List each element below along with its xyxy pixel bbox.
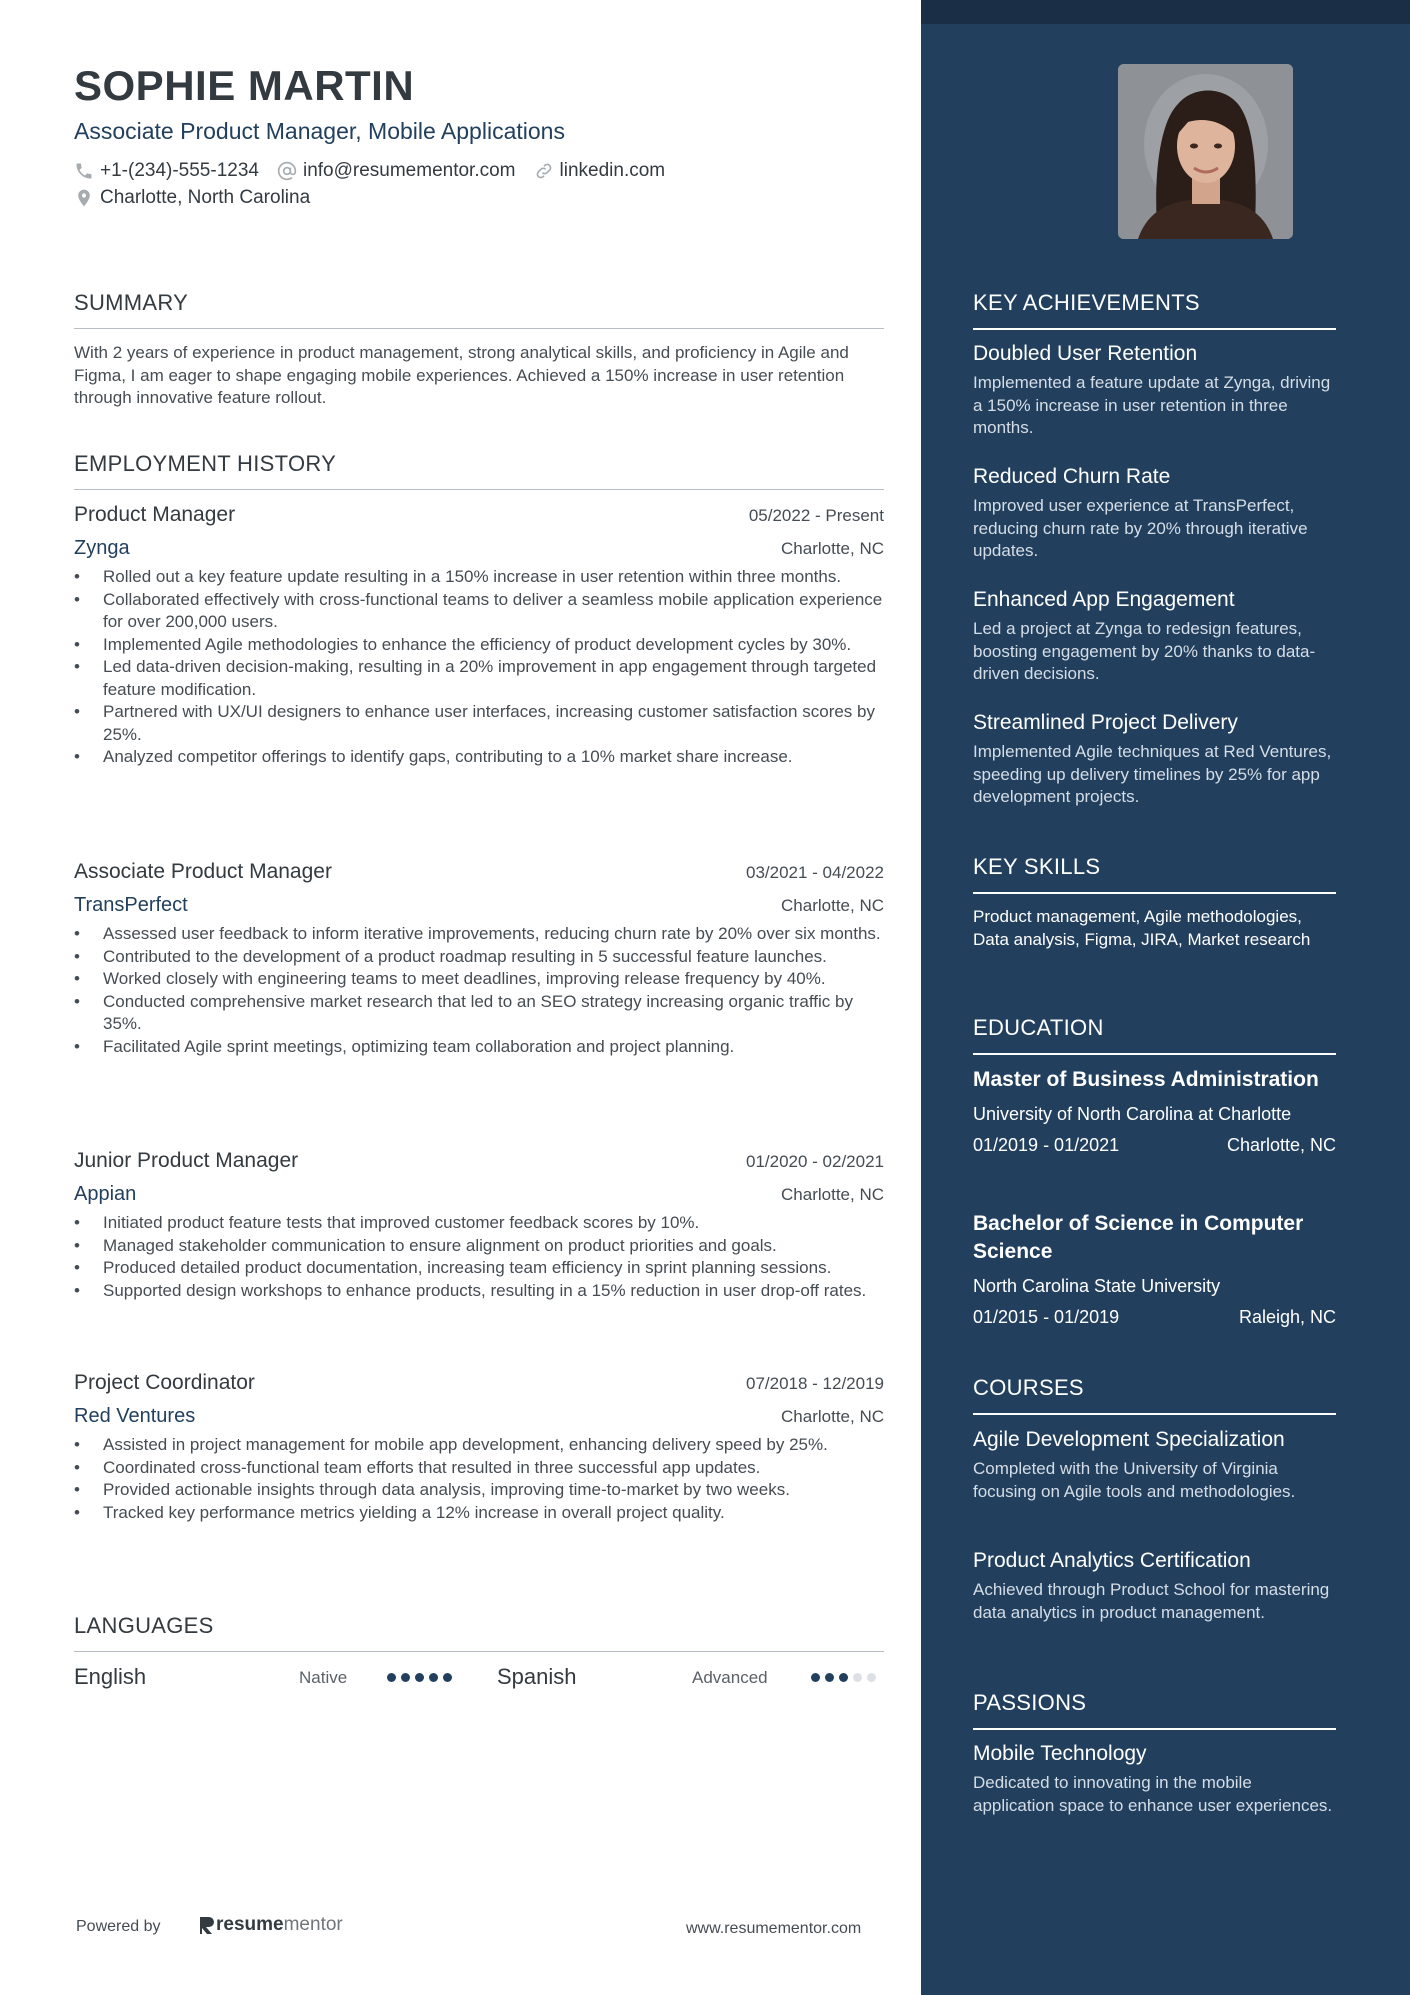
link-icon: [534, 161, 554, 181]
education-location: Raleigh, NC: [1238, 1307, 1336, 1327]
skills-text: Product management, Agile methodologies, Data analysis, Figma, JIRA, Market research: [973, 907, 1311, 949]
rating-dot: [387, 1673, 396, 1682]
education-heading: EDUCATION: [973, 1015, 1336, 1055]
phone-icon: [74, 161, 94, 181]
job-bullet: • Worked closely with engineering teams to meet deadlines, improving release frequency by 40%.: [74, 968, 884, 991]
course-item: [973, 1548, 1336, 1624]
summary-heading: SUMMARY: [74, 290, 884, 329]
job-location: Charlotte, NC: [781, 1185, 884, 1204]
rating-dot: [443, 1673, 452, 1682]
rating-dot: [853, 1673, 862, 1682]
job-title: Project Coordinator: [74, 1371, 255, 1394]
job-location: Charlotte, NC: [781, 1407, 884, 1426]
job-location: Charlotte, NC: [781, 539, 884, 558]
job-bullets: [74, 566, 884, 769]
job-bullet: • Facilitated Agile sprint meetings, optimizing team collaboration and project planning.: [74, 1036, 884, 1059]
job-bullet: • Contributed to the development of a product roadmap resulting in 5 successful feature launches.: [74, 946, 884, 969]
achievement-title: Streamlined Project Delivery: [973, 711, 1238, 734]
language-rating: [387, 1673, 457, 1682]
education-item: [973, 1066, 1336, 1156]
summary-text: With 2 years of experience in product management, strong analytical skills, and proficiency in Agile and Figma, I am eager to shape engaging mobile experiences. Achieved a 150% increase in user retention through innovative feature rollout.: [74, 343, 849, 407]
course-text: Achieved through Product School for mastering data analytics in product management.: [973, 1580, 1330, 1622]
job-bullets: [74, 1212, 884, 1302]
degree-title: Master of Business Administration: [973, 1068, 1319, 1091]
phone-text[interactable]: +1-(234)-555-1234: [100, 160, 259, 181]
education-dates: 01/2019 - 01/2021: [973, 1135, 1120, 1155]
job-bullet: • Rolled out a key feature update resulting in a 150% increase in user retention within three months.: [74, 566, 884, 589]
job-bullet: • Assisted in project management for mobile app development, enhancing delivery speed by 25%.: [74, 1434, 884, 1457]
logo-text-light: mentor: [283, 1914, 343, 1935]
achievement-text: Implemented a feature update at Zynga, driving a 150% increase in user retention in three months.: [973, 373, 1331, 437]
candidate-title: Associate Product Manager, Mobile Applications: [74, 118, 565, 144]
location-text: Charlotte, North Carolina: [100, 187, 311, 208]
achievement-title: Doubled User Retention: [973, 342, 1198, 365]
course-title: Product Analytics Certification: [973, 1549, 1251, 1572]
email-contact: [277, 160, 516, 182]
profile-photo: [1118, 64, 1293, 239]
job-company: TransPerfect: [74, 894, 188, 916]
education-location: Charlotte, NC: [1226, 1135, 1336, 1155]
passion-item: [973, 1741, 1336, 1817]
rating-dot: [867, 1673, 876, 1682]
logo-mark-icon: [198, 1915, 216, 1935]
job-bullet: • Led data-driven decision-making, resulting in a 20% improvement in app engagement through targeted feature modification.: [74, 656, 884, 701]
location-contact: [74, 187, 310, 209]
sidebar-column: [921, 0, 1410, 1995]
achievement-text: Implemented Agile techniques at Red Ventures, speeding up delivery timelines by 25% for app development projects.: [973, 742, 1332, 806]
achievement-item: [973, 710, 1336, 809]
passions-heading: PASSIONS: [973, 1690, 1336, 1730]
linkedin-contact: [534, 160, 666, 182]
job-entry: [74, 1371, 884, 1524]
portrait-illustration: [1118, 64, 1293, 239]
sidebar-top-band: [921, 0, 1410, 24]
achievement-title: Reduced Churn Rate: [973, 465, 1171, 488]
job-bullet: • Managed stakeholder communication to ensure alignment on product priorities and goals.: [74, 1235, 884, 1258]
job-bullet: • Initiated product feature tests that improved customer feedback scores by 10%.: [74, 1212, 884, 1235]
skills-heading: KEY SKILLS: [973, 854, 1336, 894]
job-bullet: • Assessed user feedback to inform iterative improvements, reducing churn rate by 20% over six months.: [74, 923, 884, 946]
rating-dot: [415, 1673, 424, 1682]
job-dates: 05/2022 - Present: [748, 506, 884, 525]
job-company: Appian: [74, 1183, 137, 1205]
achievement-text: Improved user experience at TransPerfect, reducing churn rate by 20% through iterative updates.: [973, 496, 1308, 560]
job-title: Junior Product Manager: [74, 1149, 299, 1172]
language-level: Native: [299, 1668, 348, 1687]
course-item: [973, 1427, 1336, 1503]
rating-dot: [811, 1673, 820, 1682]
school-name: University of North Carolina at Charlotte: [973, 1104, 1292, 1124]
language-name: Spanish: [497, 1664, 577, 1689]
achievement-item: [973, 587, 1336, 686]
email-text[interactable]: info@resumementor.com: [302, 160, 516, 181]
job-location: Charlotte, NC: [781, 896, 884, 915]
education-dates: 01/2015 - 01/2019: [973, 1307, 1120, 1327]
location-pin-icon: [74, 187, 94, 209]
employment-heading: EMPLOYMENT HISTORY: [74, 451, 884, 490]
languages-heading: LANGUAGES: [74, 1613, 884, 1652]
achievement-item: [973, 464, 1336, 563]
rating-dot: [401, 1673, 410, 1682]
rating-dot: [839, 1673, 848, 1682]
skills-block: [973, 906, 1336, 951]
courses-heading: COURSES: [973, 1375, 1336, 1415]
job-bullet: • Analyzed competitor offerings to identify gaps, contributing to a 10% market share increase.: [74, 746, 884, 769]
location-row: [74, 187, 328, 209]
passion-title: Mobile Technology: [973, 1742, 1147, 1765]
at-icon: [277, 161, 297, 181]
job-bullet: • Provided actionable insights through data analysis, improving time-to-market by two weeks.: [74, 1479, 884, 1502]
achievement-text: Led a project at Zynga to redesign features, boosting engagement by 20% thanks to data-driven decisions.: [973, 619, 1316, 683]
candidate-name: SOPHIE MARTIN: [74, 62, 415, 109]
powered-by-label: Powered by: [76, 1918, 161, 1935]
rating-dot: [429, 1673, 438, 1682]
job-dates: 07/2018 - 12/2019: [745, 1374, 884, 1393]
resumementor-logo[interactable]: [198, 1914, 343, 1936]
language-name: English: [74, 1664, 147, 1689]
linkedin-text[interactable]: linkedin.com: [559, 160, 666, 181]
degree-title: Bachelor of Science in Computer Science: [973, 1212, 1304, 1263]
achievement-title: Enhanced App Engagement: [973, 588, 1235, 611]
course-title: Agile Development Specialization: [973, 1428, 1285, 1451]
job-bullets: [74, 923, 884, 1058]
logo-text-bold: resume: [216, 1914, 284, 1935]
school-name: North Carolina State University: [973, 1276, 1221, 1296]
job-entry: [74, 860, 884, 1058]
passion-text: Dedicated to innovating in the mobile application space to enhance user experiences.: [973, 1773, 1333, 1815]
education-item: [973, 1210, 1336, 1328]
job-bullet: • Conducted comprehensive market research that led to an SEO strategy increasing organic traffic by 35%.: [74, 991, 884, 1036]
job-title: Product Manager: [74, 503, 236, 526]
job-bullet: • Partnered with UX/UI designers to enhance user interfaces, increasing customer satisfaction scores by 25%.: [74, 701, 884, 746]
job-title: Associate Product Manager: [74, 860, 332, 883]
job-bullet: • Supported design workshops to enhance products, resulting in a 15% reduction in user drop-off rates.: [74, 1280, 884, 1303]
contact-row: [74, 160, 683, 182]
course-text: Completed with the University of Virginia focusing on Agile tools and methodologies.: [973, 1459, 1296, 1501]
rating-dot: [825, 1673, 834, 1682]
job-entry: [74, 1149, 884, 1302]
achievements-heading: KEY ACHIEVEMENTS: [973, 290, 1336, 330]
job-entry: [74, 503, 884, 769]
footer-url[interactable]: www.resumementor.com: [686, 1920, 862, 1937]
job-bullet: • Coordinated cross-functional team efforts that resulted in three successful app updates.: [74, 1457, 884, 1480]
achievement-item: [973, 341, 1336, 440]
job-bullet: • Tracked key performance metrics yielding a 12% increase in overall project quality.: [74, 1502, 884, 1525]
job-bullet: • Collaborated effectively with cross-functional teams to deliver a seamless mobile application experience for over 200,000 users.: [74, 589, 884, 634]
job-company: Zynga: [74, 537, 130, 559]
job-dates: 03/2021 - 04/2022: [745, 863, 884, 882]
phone-contact: [74, 160, 259, 182]
language-level: Advanced: [692, 1668, 768, 1687]
job-bullet: • Produced detailed product documentation, increasing team efficiency in sprint planning sessions.: [74, 1257, 884, 1280]
language-rating: [811, 1673, 881, 1682]
job-bullets: [74, 1434, 884, 1524]
job-company: Red Ventures: [74, 1405, 196, 1427]
job-dates: 01/2020 - 02/2021: [745, 1152, 884, 1171]
job-bullet: • Implemented Agile methodologies to enhance the efficiency of product development cycles by 30%.: [74, 634, 884, 657]
languages-row: [74, 1664, 884, 1694]
